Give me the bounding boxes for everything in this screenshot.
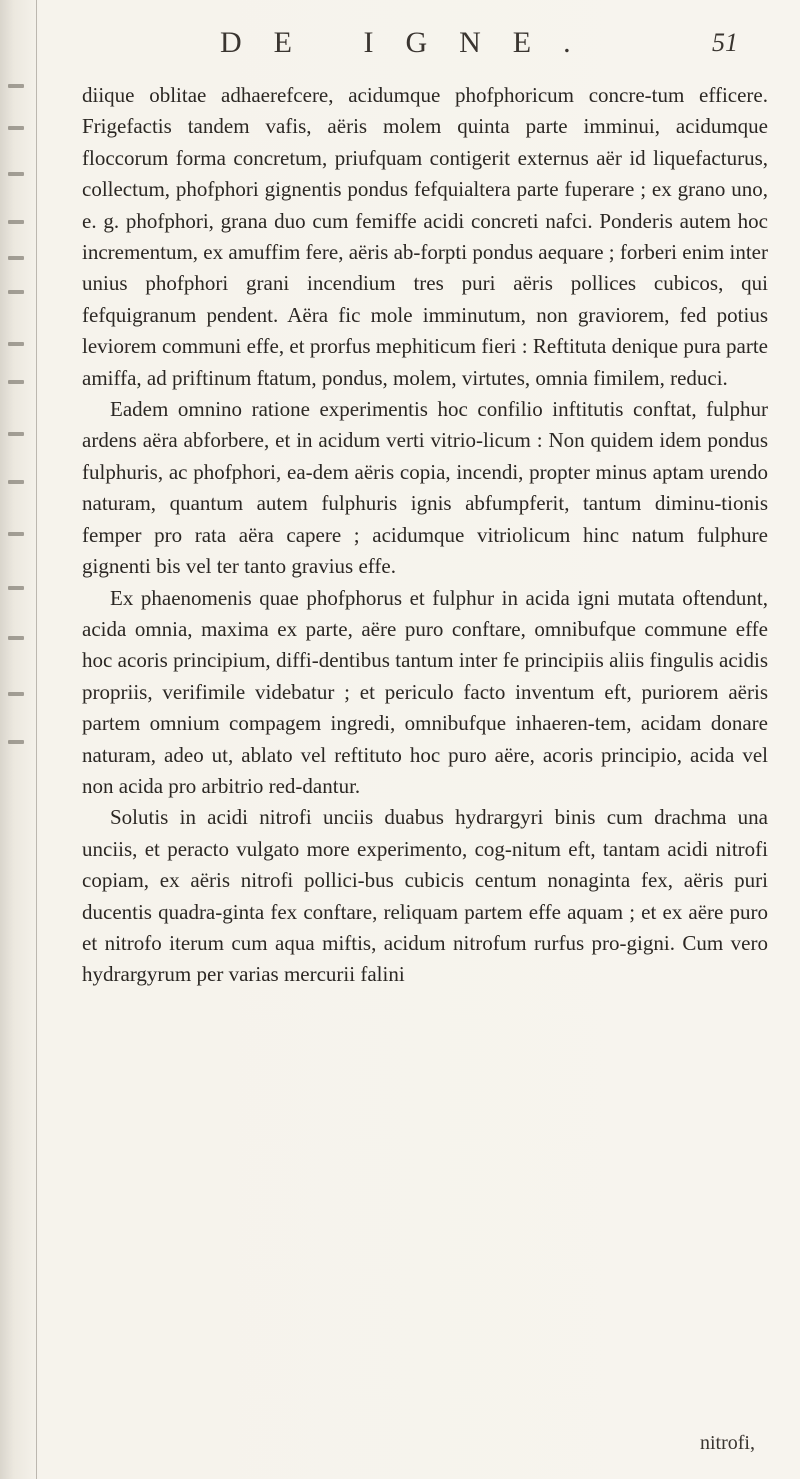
gutter-fold-line	[36, 0, 37, 1479]
gutter-bleed-marks	[2, 80, 32, 780]
paragraph-4: Solutis in acidi nitrofi unciis duabus hydrargyri binis cum drachma una unciis, et peracto vulgato more experimento, cog-nitum eft, tantam acidi nitrofi copiam, ex aëris nitrofi pollici-bus cubicis centum nonaginta fex, aëris puri ducentis quadra-ginta fex conftare, reliquam partem effe aquam ; et ex aëre puro et nitrofo iterum cum aqua miftis, acidum nitrofum rurfus pro-gigni. Cum vero hydrargyrum per varias mercurii falini	[82, 805, 768, 987]
paragraph-2: Eadem omnino ratione experimentis hoc confilio inftitutis conftat, fulphur ardens aëra abforbere, et in acidum verti vitrio-licum : Non quidem idem pondus fulphuris, ac phofphori, ea-dem aëris copia, incendi, propter minus aptam urendo naturam, quantum autem fulphuris ignis abfumpferit, tantum diminu-tionis femper pro rata aëra capere ; acidumque vitriolicum hinc natum fulphure gignenti bis vel ter tanto gravius effe.	[82, 397, 768, 579]
page-number: 51	[712, 28, 738, 57]
paragraph-1: diique oblitae adhaerefcere, acidumque phofphoricum concre-tum efficere. Frigefactis tandem vafis, aëris molem quinta parte imminui, acidumque floccorum forma concretum, priufquam contigerit externus aër id liquefacturus, collectum, phofphori gignentis pondus fefquialtera parte fuperare ; ex grano uno, e. g. phofphori, grana duo cum femiffe acidi concreti nafci. Ponderis autem hoc incrementum, ex amuffim fere, aëris ab-forpti pondus aequare ; forberi enim inter unius phofphori grani incendium tres puri aëris pollices cubicos, qui fefquigranum pendent. Aëra fic mole imminutum, non graviorem, fed potius leviorem communi effe, et prorfus mephiticum fieri : Reftituta denique pura parte amiffa, ad priftinum ftatum, pondus, molem, virtutes, omnia fimilem, reduci.	[82, 83, 768, 390]
paragraph-3: Ex phaenomenis quae phofphorus et fulphur in acida igni mutata oftendunt, acida omnia, maxima ex parte, aëre puro conftare, omnibufque commune effe hoc acoris principium, diffi-dentibus tantum inter fe principiis aliis fingulis acidis propriis, verifimile videbatur ; et periculo facto inventum eft, puriorem aëris partem omnium compagem ingredi, omnibufque inhaeren-tem, acidam donare naturam, adeo ut, ablato vel reftituto hoc puro aëre, acoris principio, acida vel non acida pro arbitrio red-dantur.	[82, 585, 768, 798]
running-title: DE IGNE.	[220, 26, 603, 59]
body-text	[82, 80, 768, 991]
catchword: nitrofi,	[700, 1432, 755, 1454]
